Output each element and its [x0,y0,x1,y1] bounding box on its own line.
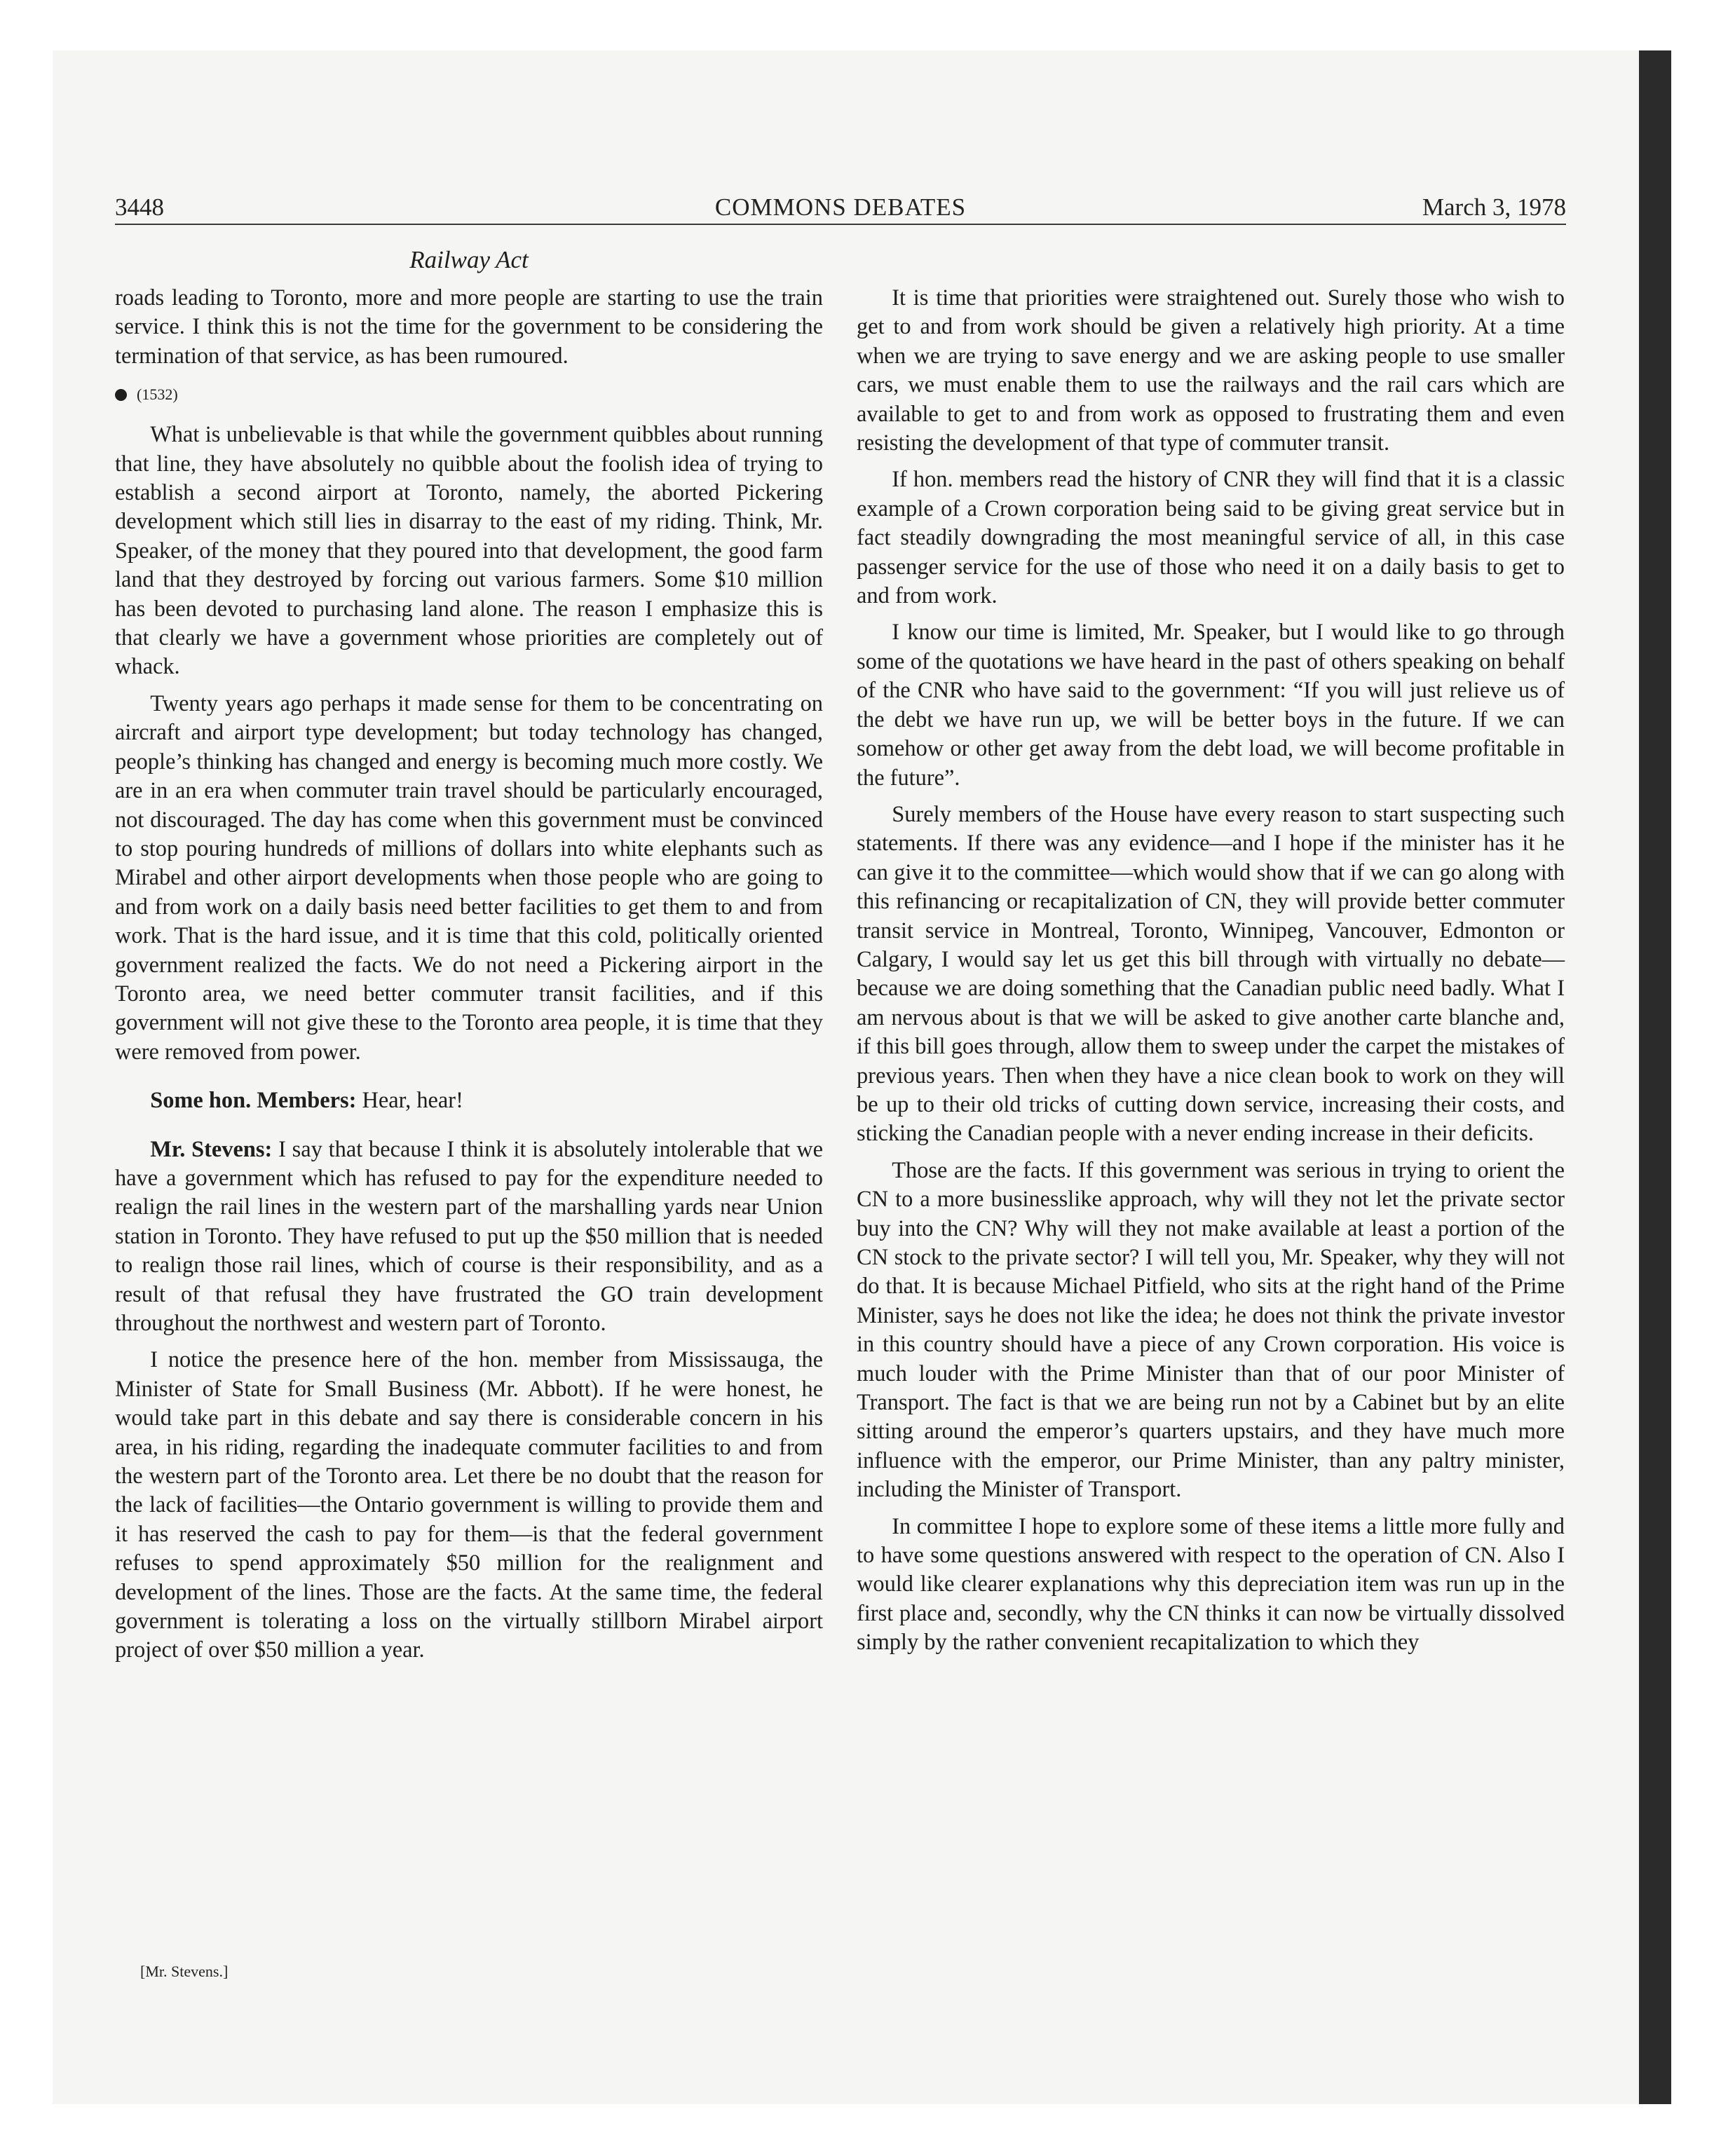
paragraph: What is unbelievable is that while the government quibbles about running that line, they have absolutely no quibble about the foolish idea of trying to establish a second airport at Toronto, namely, the aborted Pickering development which still lies in disarray to the east of my riding. Think, Mr. Speaker, of the money that they poured into that development, the good farm land that they destroyed by forcing out various farmers. Some $10 million has been devoted to purchasing land alone. The reason I emphasize this is that clearly we have a government whose priorities are completely out of whack. [115,422,823,680]
footer-speaker-note: [Mr. Stevens.] [140,1963,229,1980]
section-title: Railway Act [409,246,529,273]
speaker-name: Some hon. Members: [150,1088,357,1114]
paragraph: Twenty years ago perhaps it made sense for them to be concentrating on aircraft and airport type development; but today technology has changed, people’s thinking has changed and energy is becoming much more costly. We are in an era when commuter train travel should be particularly encouraged, not discouraged. The day has come when this government must be convinced to stop pouring hundreds of millions of dollars into white elephants such as Mirabel and other airport developments when those people who are going to and from work on a daily basis need better facilities to get them to and from work. That is the hard issue, and it is time that this cold, politically oriented government realized the facts. We do not need a Pickering airport in the Toronto area, we need better commuter transit facilities, and if this government will not give these to the Toronto area people, it is time that they were removed from power. [115,690,823,1065]
paragraph: It is time that priorities were straightened out. Surely those who wish to get to and from work should be given a relatively high priority. At a time when we are trying to save energy and we are asking people to use smaller cars, we must enable them to use the railways and the rail cars which are available to get to and from work as opposed to frustrating them and even resisting the development of that type of commuter transit. [857,285,1565,456]
speech-text: Hear, hear! [356,1088,463,1114]
paragraph: I notice the presence here of the hon. member from Mississauga, the Minister of State for Small Business (Mr. Abbott). If he were honest, he would take part in this debate and say there is considerable concern in his area, in his riding, regarding the inadequate commuter facilities to and from the western part of the Toronto area. Let there be no doubt that the reason for the lack of facilities—the Ontario government is willing to provide them and it has reserved the cash to pay for them—is that the federal government refuses to spend approximately $50 million for the realignment and development of the lines. Those are the facts. At the same time, the federal government is tolerating a loss on the virtually stillborn Mirabel airport project of over $50 million a year. [115,1347,823,1663]
paragraph: Surely members of the House have every reason to start suspecting such statements. If there was any evidence—and I hope if the minister has it he can give it to the committee—which would show that if we can go along with this refinancing or recapitalization of CN, they will provide better commuter transit service in Montreal, Toronto, Winnipeg, Vancouver, Edmonton or Calgary, I would say let us get this bill through with virtually no debate—because we are doing something that the Canadian public need badly. What I am nervous about is that we will be asked to give another carte blanche and, if this bill goes through, allow them to sweep under the carpet the mistakes of previous years. Then when they have a nice clean book to work on they will be up to their old tricks of cutting down service, increasing their costs, and sticking the Canadian people with a never ending increase in their deficits. [857,801,1565,1147]
paragraph: I know our time is limited, Mr. Speaker, but I would like to go through some of the quotations we have heard in the past of others speaking on behalf of the CNR who have said to the government: “If you will just relieve us of the debt we have run up, we will be better boys in the future. If we can somehow or other get away from the debt load, we will become profitable in the future”. [857,620,1565,791]
time-marker [115,381,823,409]
scan-edge-shadow [1639,50,1671,2104]
paragraph [115,1135,823,1339]
page-header [115,193,1566,225]
paragraph: Those are the facts. If this government was serious in trying to orient the CN to a more businesslike approach, why will they not let the private sector buy into the CN? Why will they not make available at least a portion of the CN stock to the private sector? I will tell you, Mr. Speaker, why they will not do that. It is because Michael Pitfield, who sits at the right hand of the Prime Minister, says he does not like the idea; he does not think the private investor in this country should have a piece of any Crown corporation. His voice is much louder with the Prime Minister than that of our poor Minister of Transport. The fact is that we are being run not by a Cabinet but by an elite sitting around the emperor’s quarters upstairs, and they have much more influence with the emperor, our Prime Minister, than any paltry minister, including the Minister of Transport. [857,1157,1565,1503]
paragraph: In committee I hope to explore some of these items a little more fully and to have some questions answered with respect to the operation of CN. Also I would like clearer explanations why this depreciation item was run up in the first place and, secondly, why the CN thinks it can now be virtually dissolved simply by the rather convenient recapitalization to which they [857,1513,1565,1656]
paragraph: roads leading to Toronto, more and more people are starting to use the train service. I think this is not the time for the government to be considering the termination of that service, as has been rumoured. [115,285,823,369]
speaker-name: Mr. Stevens: [150,1136,273,1162]
page-number: 3448 [115,193,164,221]
right-column [857,284,1565,1665]
publication-date: March 3, 1978 [1422,193,1566,221]
bullet-dot-icon [115,389,127,401]
left-column [115,284,823,1673]
time-marker-text: (1532) [137,386,178,404]
publication-title: COMMONS DEBATES [714,193,967,221]
speech-text: I say that because I think it is absolutely intolerable that we have a government which has refused to pay for the expenditure needed to realign the rail lines in the western part of the marshalling yards near Union station in Toronto. They have refused to put up the $50 million that is needed to realign those rail lines, which of course is their responsibility, and as a result of that refusal they have frustrated the GO train development throughout the northwest and western part of Toronto. [115,1136,824,1336]
paragraph [115,1086,823,1115]
paragraph: If hon. members read the history of CNR they will find that it is a classic example of a Crown corporation being said to be giving great service but in fact steadily downgrading the most meaningful service of all, in this case passenger service for the use of those who need it on a daily basis to get to and from work. [857,467,1565,609]
